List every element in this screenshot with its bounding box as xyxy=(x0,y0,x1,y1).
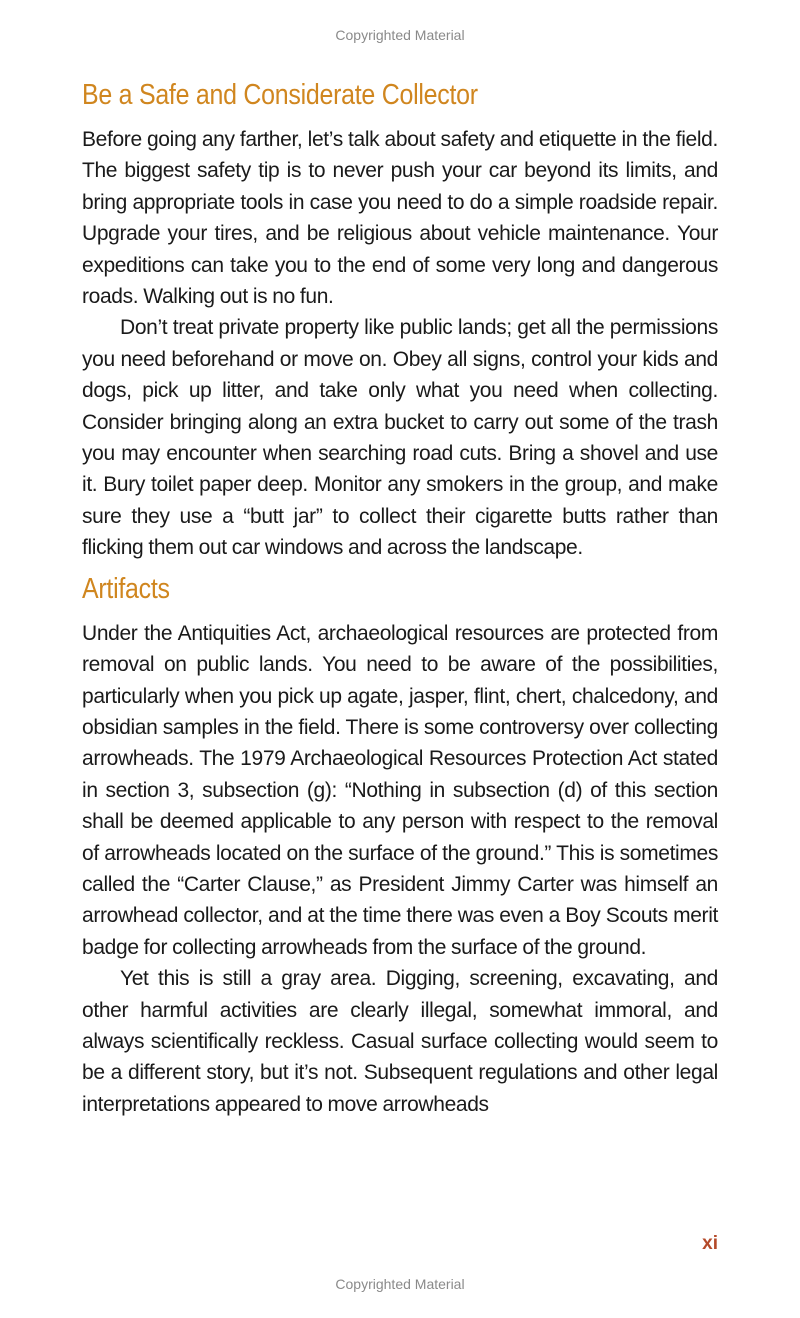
copyright-watermark-top: Copyrighted Material xyxy=(335,27,465,43)
paragraph-safety: Before going any farther, let’s talk about safety and etiquette in the field. The biggest safety tip is to never push your car beyond its limits, and bring appropriate tools in case you need to do a simple roadside repair. Upgrade your tires, and be religious about vehicle maintenance. Your expeditions can take you to the end of some very long and dangerous roads. Walking out is no fun. xyxy=(82,128,718,309)
page-content xyxy=(82,76,718,1120)
paragraph-etiquette: Don’t treat private property like public lands; get all the permissions you need beforehand or move on. Obey all signs, control your kids and dogs, pick up litter, and take only what you need when collecting. Consider bringing along an extra bucket to carry out some of the trash you may encounter when searching road cuts. Bring a shovel and use it. Bury toilet paper deep. Monitor any smokers in the group, and make sure they use a “butt jar” to collect their cigarette butts rather than flicking them out car windows and across the landscape. xyxy=(82,316,718,560)
section-heading-artifacts: Artifacts xyxy=(82,572,170,605)
page-number: xi xyxy=(702,1233,718,1254)
section-heading-safe-collector: Be a Safe and Considerate Collector xyxy=(82,79,478,111)
copyright-watermark-bottom: Copyrighted Material xyxy=(335,1276,465,1292)
paragraph-antiquities-act: Under the Antiquities Act, archaeological resources are protected from removal on public lands. You need to be aware of the possibilities, particularly when you pick up agate, jasper, flint, chert, chalcedony, and obsidian samples in the field. There is some controversy over collecting arrowheads. The 1979 Archaeological Resources Protection Act stated in section 3, subsection (g): “Nothing in subsection (d) of this section shall be deemed applicable to any person with respect to the removal of arrowheads located on the surface of the ground.” This is sometimes called the “Carter Clause,” as President Jimmy Carter was himself an arrowhead collector, and at the time there was even a Boy Scouts merit badge for collecting arrowheads from the surface of the ground. xyxy=(82,621,718,959)
paragraph-gray-area: Yet this is still a gray area. Digging, screening, excavating, and other harmful activities are clearly illegal, somewhat immoral, and always scientifically reckless. Casual surface collecting would seem to be a different story, but it’s not. Subsequent regulations and other legal interpretations appeared to move arrowheads xyxy=(82,967,718,1116)
